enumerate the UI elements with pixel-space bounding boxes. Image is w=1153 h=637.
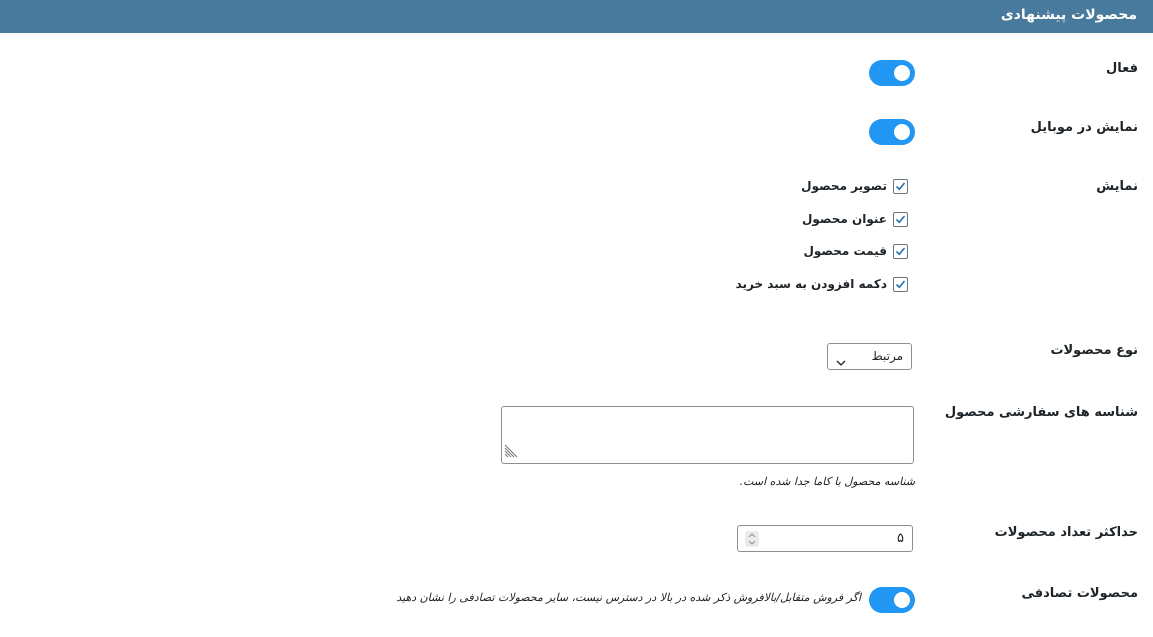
custom-ids-label: شناسه های سفارشی محصول xyxy=(944,405,1138,420)
random-products-toggle[interactable] xyxy=(869,587,915,613)
max-count-input[interactable] xyxy=(737,525,913,552)
mobile-toggle[interactable] xyxy=(869,119,915,145)
display-label: نمایش xyxy=(1096,179,1138,194)
display-option-label: تصویر محصول xyxy=(801,179,887,193)
active-label: فعال xyxy=(1105,61,1138,76)
display-option-label: قیمت محصول xyxy=(803,244,887,258)
spinner-arrows-icon[interactable] xyxy=(745,531,759,547)
custom-ids-textarea[interactable] xyxy=(501,406,914,464)
active-toggle[interactable] xyxy=(869,60,915,86)
display-option-label: عنوان محصول xyxy=(802,212,887,226)
display-option-add-to-cart xyxy=(736,274,908,294)
checkmark-icon[interactable] xyxy=(893,244,908,259)
display-option-label: دکمه افزودن به سبد خرید xyxy=(735,277,887,291)
display-option-title xyxy=(802,209,908,229)
checkmark-icon[interactable] xyxy=(893,277,908,292)
display-option-price xyxy=(803,241,908,261)
checkmark-icon[interactable] xyxy=(893,212,908,227)
number-value: ۵ xyxy=(897,531,904,546)
product-type-select[interactable] xyxy=(827,343,912,370)
toggle-knob xyxy=(894,65,910,81)
product-type-label: نوع محصولات xyxy=(1050,343,1138,358)
max-count-label: حداکثر تعداد محصولات xyxy=(994,525,1138,540)
random-products-label: محصولات تصادفی xyxy=(1021,586,1138,601)
section-title: محصولات پیشنهادی xyxy=(1000,7,1137,23)
checkmark-icon[interactable] xyxy=(893,179,908,194)
section-header xyxy=(0,0,1153,33)
display-option-image xyxy=(801,176,908,196)
resize-handle-icon[interactable] xyxy=(504,443,518,462)
random-products-description: اگر فروش متقابل/بالافروش ذکر شده در بالا در دسترس نیست، سایر محصولات تصادفی را نشان دهید xyxy=(396,591,861,604)
chevron-down-icon xyxy=(836,352,846,371)
select-value: مرتبط xyxy=(871,349,903,363)
mobile-label: نمایش در موبایل xyxy=(1030,120,1138,135)
toggle-knob xyxy=(894,124,910,140)
custom-ids-hint: شناسه محصول با کاما جدا شده است. xyxy=(739,475,915,488)
toggle-knob xyxy=(894,592,910,608)
